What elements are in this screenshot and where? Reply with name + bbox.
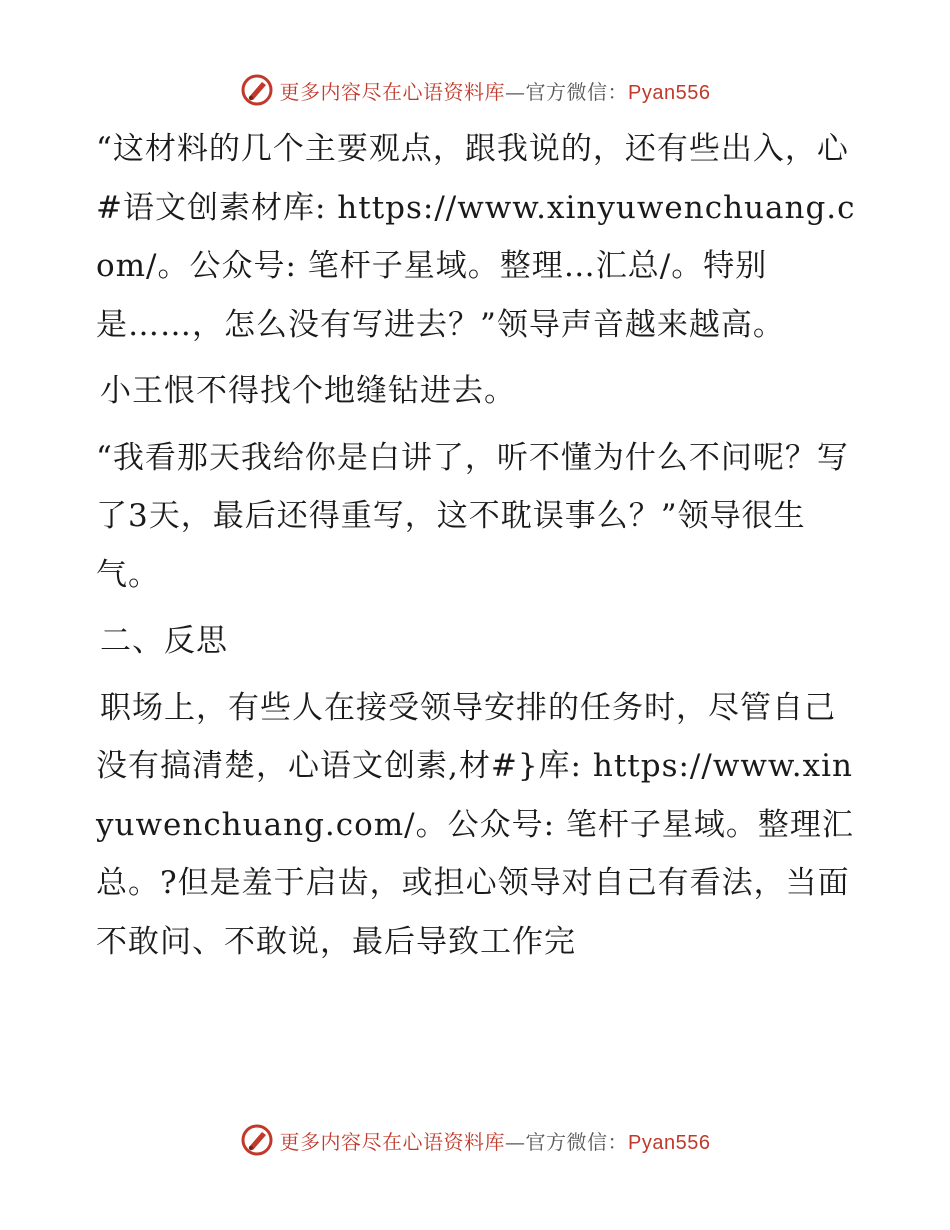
header-banner [0,70,950,110]
paragraph-2: 小王恨不得找个地缝钻进去。 [100,373,516,409]
header-banner-dash: — [505,79,526,104]
footer-banner-id: Pyan556 [628,1131,711,1154]
document-body [96,120,856,979]
footer-banner [0,1120,950,1160]
paragraph-3: “我看那天我给你是白讲了，听不懂为什么不问呢？写了3天，最后还得重写，这不耽误事么？”领导很生气。 [96,439,849,593]
header-banner-text [280,76,711,105]
pen-seal-icon [240,1123,274,1157]
header-banner-label: 官方微信： [525,79,629,104]
footer-banner-main: 更多内容尽在心语资料库 [279,1129,506,1154]
footer-banner-text [280,1126,711,1155]
header-banner-id: Pyan556 [628,81,711,104]
footer-banner-label: 官方微信： [525,1129,629,1154]
footer-banner-dash: — [505,1129,526,1154]
section-heading: 二、反思 [100,623,228,659]
header-banner-main: 更多内容尽在心语资料库 [279,79,506,104]
pen-seal-icon [240,73,274,107]
paragraph-1: “这材料的几个主要观点，跟我说的，还有些出入，心#语文创素材库: https://www.xinyuwenchuang.com/。公众号: 笔杆子星域。整理…汇总/。特别是……，怎么没有写进去？”领导声音越来越高。 [96,131,856,343]
paragraph-4: 职场上，有些人在接受领导安排的任务时，尽管自己没有搞清楚，心语文创素,材#}库: https://www.xinyuwenchuang.com/。公众号: 笔杆子星域。整理汇总。?但是羞于启齿，或担心领导对自己有看法，当面不敢问、不敢说，最后导致工作完 [96,689,854,960]
